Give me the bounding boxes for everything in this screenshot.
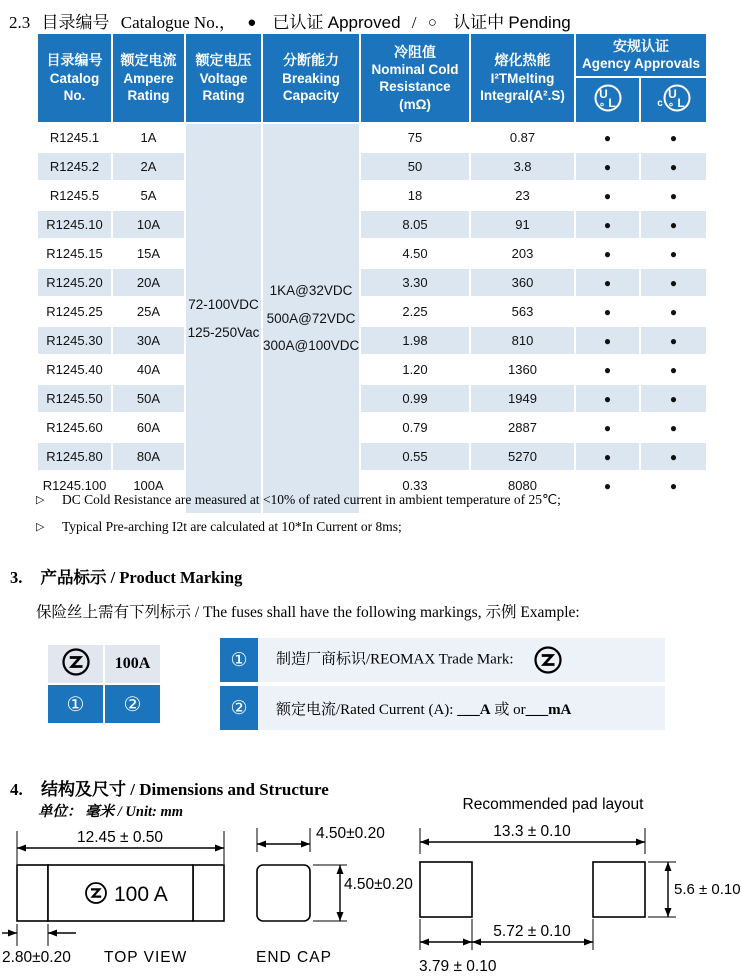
col-header-catalog: 目录编号 Catalog No. — [37, 33, 112, 123]
ul-approved-dot: ● — [575, 413, 640, 442]
catalog-no: R1245.2 — [37, 152, 112, 181]
cul-approved-dot: ● — [640, 384, 707, 413]
top-view-label: TOP VIEW — [104, 949, 188, 966]
note-arrow-icon: ▷ — [36, 493, 45, 506]
pad-layout-drawing — [419, 823, 741, 975]
slash: / — [411, 13, 417, 32]
table-row — [37, 326, 707, 355]
catalog-no: R1245.5 — [37, 181, 112, 210]
catalog-no: R1245.1 — [37, 123, 112, 152]
col-header-breaking: 分断能力 Breaking Capacity — [262, 33, 360, 123]
ul-approved-dot: ● — [575, 152, 640, 181]
end-cap-label: END CAP — [256, 949, 332, 966]
melting-integral: 8080 — [470, 471, 575, 500]
legend-row — [220, 638, 665, 682]
cold-resistance: 0.55 — [360, 442, 470, 471]
col-header-agency-approvals: 安规认证 Agency Approvals — [575, 33, 707, 77]
cold-resistance: 0.79 — [360, 413, 470, 442]
catalog-no: R1245.10 — [37, 210, 112, 239]
ul-approved-dot: ● — [575, 326, 640, 355]
cul-approved-dot: ● — [640, 210, 707, 239]
dim-label-pad-gap: 5.72 ± 0.10 — [493, 923, 571, 940]
dim-label-pad-height: 5.6 ± 0.10 — [674, 881, 741, 898]
marking-intro-text: 保险丝上需有下列标示 / The fuses shall have the following markings, 示例 Example: — [36, 604, 580, 621]
catalog-no: R1245.30 — [37, 326, 112, 355]
melting-integral: 360 — [470, 268, 575, 297]
melting-integral: 23 — [470, 181, 575, 210]
ampere-rating: 15A — [112, 239, 185, 268]
table-row — [37, 210, 707, 239]
cold-resistance: 2.25 — [360, 297, 470, 326]
end-cap-drawing — [256, 825, 413, 966]
catalog-no: R1245.40 — [37, 355, 112, 384]
catalogue-no-cn: 目录编号 — [41, 13, 110, 32]
example-logo-cell — [48, 645, 103, 683]
table-row — [37, 297, 707, 326]
table-row — [37, 181, 707, 210]
example-num1-cell: ① — [48, 685, 103, 723]
approved-en: Approved — [327, 13, 401, 32]
catalogue-no-en: Catalogue No.， — [120, 13, 236, 32]
ampere-rating: 20A — [112, 268, 185, 297]
footnote-text: DC Cold Resistance are measured at <10% of rated current in ambient temperature of 25℃; — [62, 492, 561, 507]
footnotes — [36, 492, 716, 546]
dim-label-pad-total-width: 13.3 ± 0.10 — [493, 823, 571, 840]
ul-approved-dot: ● — [575, 355, 640, 384]
cold-resistance: 0.33 — [360, 471, 470, 500]
top-view-drawing — [2, 829, 224, 966]
section-number: 2.3 — [9, 13, 31, 32]
ampere-rating: 100A — [112, 471, 185, 500]
pending-circle-icon: ○ — [427, 15, 437, 31]
ampere-rating: 25A — [112, 297, 185, 326]
approved-cn: 已认证 — [272, 13, 324, 32]
catalogue-table — [37, 33, 707, 514]
melting-integral: 563 — [470, 297, 575, 326]
footnote-text: Typical Pre-arching I2t are calculated at 10*In Current or 8ms; — [62, 519, 402, 534]
col-header-melting: 熔化热能 I²TMelting Integral(A².S) — [470, 33, 575, 123]
cold-resistance: 3.30 — [360, 268, 470, 297]
cold-resistance: 8.05 — [360, 210, 470, 239]
table-row — [37, 384, 707, 413]
legend-text-2: 额定电流/Rated Current (A): ___A 或 or___mA — [258, 686, 665, 730]
table-row — [37, 123, 707, 152]
breaking-capacity-cell: 1KA@32VDC 500A@72VDC 300A@100VDC — [262, 123, 360, 514]
cul-approved-dot: ● — [640, 413, 707, 442]
table-row — [37, 268, 707, 297]
unit-line: 单位： 毫米 / Unit: mm — [38, 804, 184, 820]
dimension-drawings — [0, 818, 742, 977]
reomax-logo-icon — [533, 645, 563, 675]
melting-integral: 3.8 — [470, 152, 575, 181]
ul-approved-dot: ● — [575, 297, 640, 326]
cold-resistance: 1.20 — [360, 355, 470, 384]
pending-en: Pending — [508, 13, 571, 32]
dim-label-fuse-length: 12.45 ± 0.50 — [76, 829, 164, 846]
melting-integral: 5270 — [470, 442, 575, 471]
melting-integral: 2887 — [470, 413, 575, 442]
ampere-rating: 2A — [112, 152, 185, 181]
voltage-rating-cell: 72-100VDC 125-250Vac — [185, 123, 262, 514]
ul-approved-dot: ● — [575, 239, 640, 268]
svg-text:L: L — [607, 95, 616, 110]
cul-mark-icon — [652, 81, 696, 115]
example-num2-cell: ② — [105, 685, 160, 723]
ampere-rating: 1A — [112, 123, 185, 152]
melting-integral: 1360 — [470, 355, 575, 384]
example-rating-cell: 100A — [105, 645, 160, 683]
svg-text:c: c — [656, 97, 663, 109]
ampere-rating: 5A — [112, 181, 185, 210]
footnote — [36, 519, 716, 535]
table-row — [37, 152, 707, 181]
catalog-no: R1245.80 — [37, 442, 112, 471]
melting-integral: 91 — [470, 210, 575, 239]
note-arrow-icon: ▷ — [36, 520, 45, 533]
ul-approved-dot: ● — [575, 471, 640, 500]
cul-approved-dot: ● — [640, 442, 707, 471]
cold-resistance: 4.50 — [360, 239, 470, 268]
catalog-no: R1245.20 — [37, 268, 112, 297]
ul-approved-dot: ● — [575, 210, 640, 239]
approved-dot-icon: ● — [247, 15, 257, 31]
svg-text:L: L — [676, 95, 685, 110]
ampere-rating: 10A — [112, 210, 185, 239]
ampere-rating: 50A — [112, 384, 185, 413]
ampere-rating: 80A — [112, 442, 185, 471]
legend-text-1: 制造厂商标识/REOMAX Trade Mark: — [258, 638, 665, 682]
svg-text:U: U — [598, 86, 608, 101]
legend-num-1: ① — [220, 638, 258, 682]
ampere-rating: 60A — [112, 413, 185, 442]
col-header-resistance: 冷阻值 Nominal Cold Resistance (mΩ) — [360, 33, 470, 123]
col-header-voltage: 额定电压 Voltage Rating — [185, 33, 262, 123]
section-3-heading: 3. 产品标示 / Product Marking — [10, 568, 243, 587]
cul-approved-dot: ● — [640, 152, 707, 181]
svg-text:U: U — [667, 86, 677, 101]
ul-approved-dot: ● — [575, 181, 640, 210]
melting-integral: 1949 — [470, 384, 575, 413]
melting-integral: 203 — [470, 239, 575, 268]
cul-approved-dot: ● — [640, 355, 707, 384]
section-2-3-heading — [9, 8, 571, 33]
dim-label-cap-width: 2.80±0.20 — [2, 949, 71, 966]
catalog-no: R1245.25 — [37, 297, 112, 326]
dim-label-endcap-width: 4.50±0.20 — [316, 825, 385, 842]
ul-approved-dot: ● — [575, 123, 640, 152]
ul-approved-dot: ● — [575, 442, 640, 471]
reomax-logo-icon — [61, 647, 91, 677]
marking-example-table — [46, 643, 162, 725]
legend-num-2: ② — [220, 686, 258, 730]
ul-mark-icon — [591, 81, 625, 115]
catalog-no: R1245.60 — [37, 413, 112, 442]
fuse-marking-text: 100 A — [114, 883, 168, 906]
table-row — [37, 413, 707, 442]
ul-approved-dot: ● — [575, 268, 640, 297]
cold-resistance: 18 — [360, 181, 470, 210]
dim-label-endcap-height: 4.50±0.20 — [344, 876, 413, 893]
pad-layout-title: Recommended pad layout — [462, 796, 644, 813]
cul-approved-dot: ● — [640, 297, 707, 326]
table-row — [37, 239, 707, 268]
col-header-ampere: 额定电流 Ampere Rating — [112, 33, 185, 123]
cul-approved-dot: ● — [640, 471, 707, 500]
cul-approved-dot: ● — [640, 326, 707, 355]
cul-approved-dot: ● — [640, 123, 707, 152]
ampere-rating: 30A — [112, 326, 185, 355]
cold-resistance: 1.98 — [360, 326, 470, 355]
cul-approved-dot: ● — [640, 239, 707, 268]
catalog-no: R1245.15 — [37, 239, 112, 268]
table-row — [37, 442, 707, 471]
cul-approved-dot: ● — [640, 181, 707, 210]
melting-integral: 810 — [470, 326, 575, 355]
col-header-ul — [575, 77, 640, 123]
catalog-no: R1245.50 — [37, 384, 112, 413]
col-header-cul — [640, 77, 707, 123]
catalog-no: R1245.100 — [37, 471, 112, 500]
footnote — [36, 492, 716, 508]
table-row — [37, 355, 707, 384]
pending-cn: 认证中 — [453, 13, 505, 32]
cold-resistance: 0.99 — [360, 384, 470, 413]
cold-resistance: 50 — [360, 152, 470, 181]
cul-approved-dot: ● — [640, 268, 707, 297]
cold-resistance: 75 — [360, 123, 470, 152]
marking-legend-table — [220, 634, 665, 734]
legend-row — [220, 686, 665, 730]
section-4-heading: 4. 结构及尺寸 / Dimensions and Structure — [10, 780, 329, 799]
melting-integral: 0.87 — [470, 123, 575, 152]
dim-label-pad-width: 3.79 ± 0.10 — [419, 958, 497, 975]
ul-approved-dot: ● — [575, 384, 640, 413]
ampere-rating: 40A — [112, 355, 185, 384]
